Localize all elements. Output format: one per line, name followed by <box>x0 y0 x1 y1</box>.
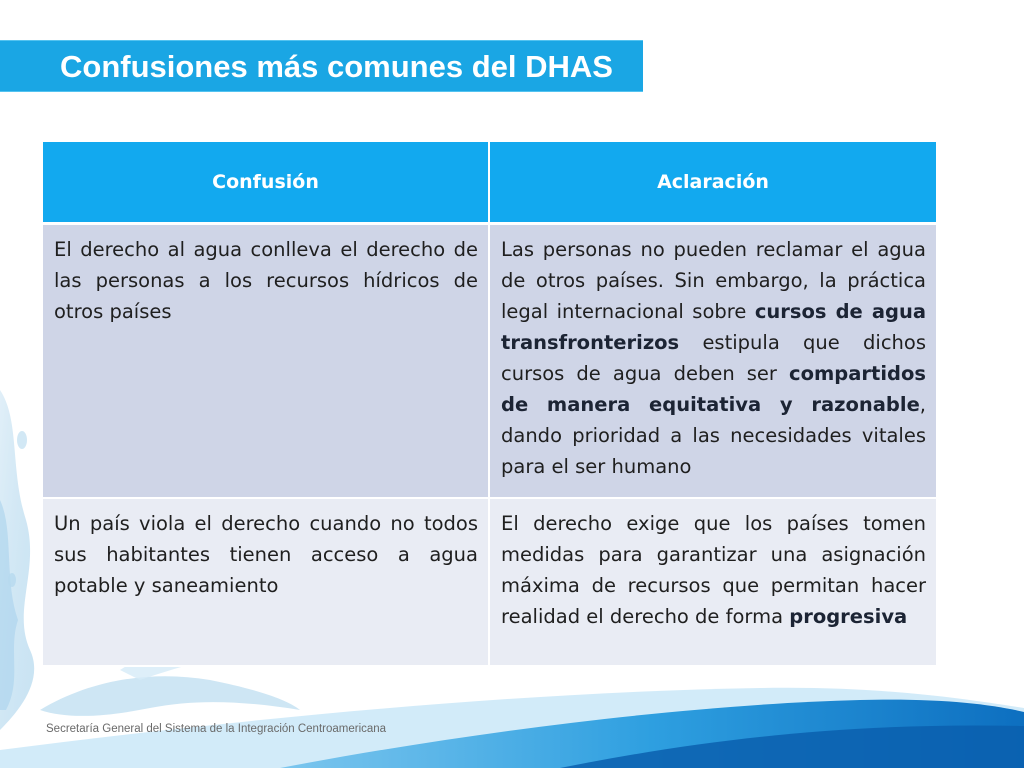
clarification-text: El derecho exige que los países tomen medidas para garantizar una asignación máxima de recursos que permitan hacer realidad el derecho de forma <box>501 511 926 628</box>
clarification-text: , dando prioridad a las necesidades vitales para el ser humano <box>501 393 926 478</box>
clarification-text: Las personas no pueden reclamar el agua de otros países. Sin embargo, la práctica legal internacional sobre <box>501 238 926 323</box>
confusion-cell: El derecho al agua conlleva el derecho de las personas a los recursos hídricos de otros países <box>43 224 489 498</box>
clarification-emphasis: compartidos de manera equitativa y razonable <box>501 362 926 416</box>
clarification-emphasis: cursos de agua transfronterizos <box>501 300 926 354</box>
table-row <box>43 498 936 666</box>
footer-organization: Secretaría General del Sistema de la Integración Centroamericana <box>46 723 387 735</box>
header-clarification: Aclaración <box>489 142 936 224</box>
title-bar <box>0 40 643 92</box>
table-header-row <box>43 142 936 224</box>
clarification-cell <box>489 224 936 498</box>
table-row <box>43 224 936 498</box>
slide-title: Confusiones más comunes del DHAS <box>60 49 613 84</box>
confusion-cell: Un país viola el derecho cuando no todos sus habitantes tienen acceso a agua potable y saneamiento <box>43 498 489 666</box>
clarification-text: estipula que dichos cursos de agua deben ser <box>501 331 926 385</box>
clarification-emphasis: progresiva <box>789 604 908 628</box>
header-confusion: Confusión <box>43 142 489 224</box>
confusions-table <box>43 142 936 667</box>
clarification-cell <box>489 498 936 666</box>
